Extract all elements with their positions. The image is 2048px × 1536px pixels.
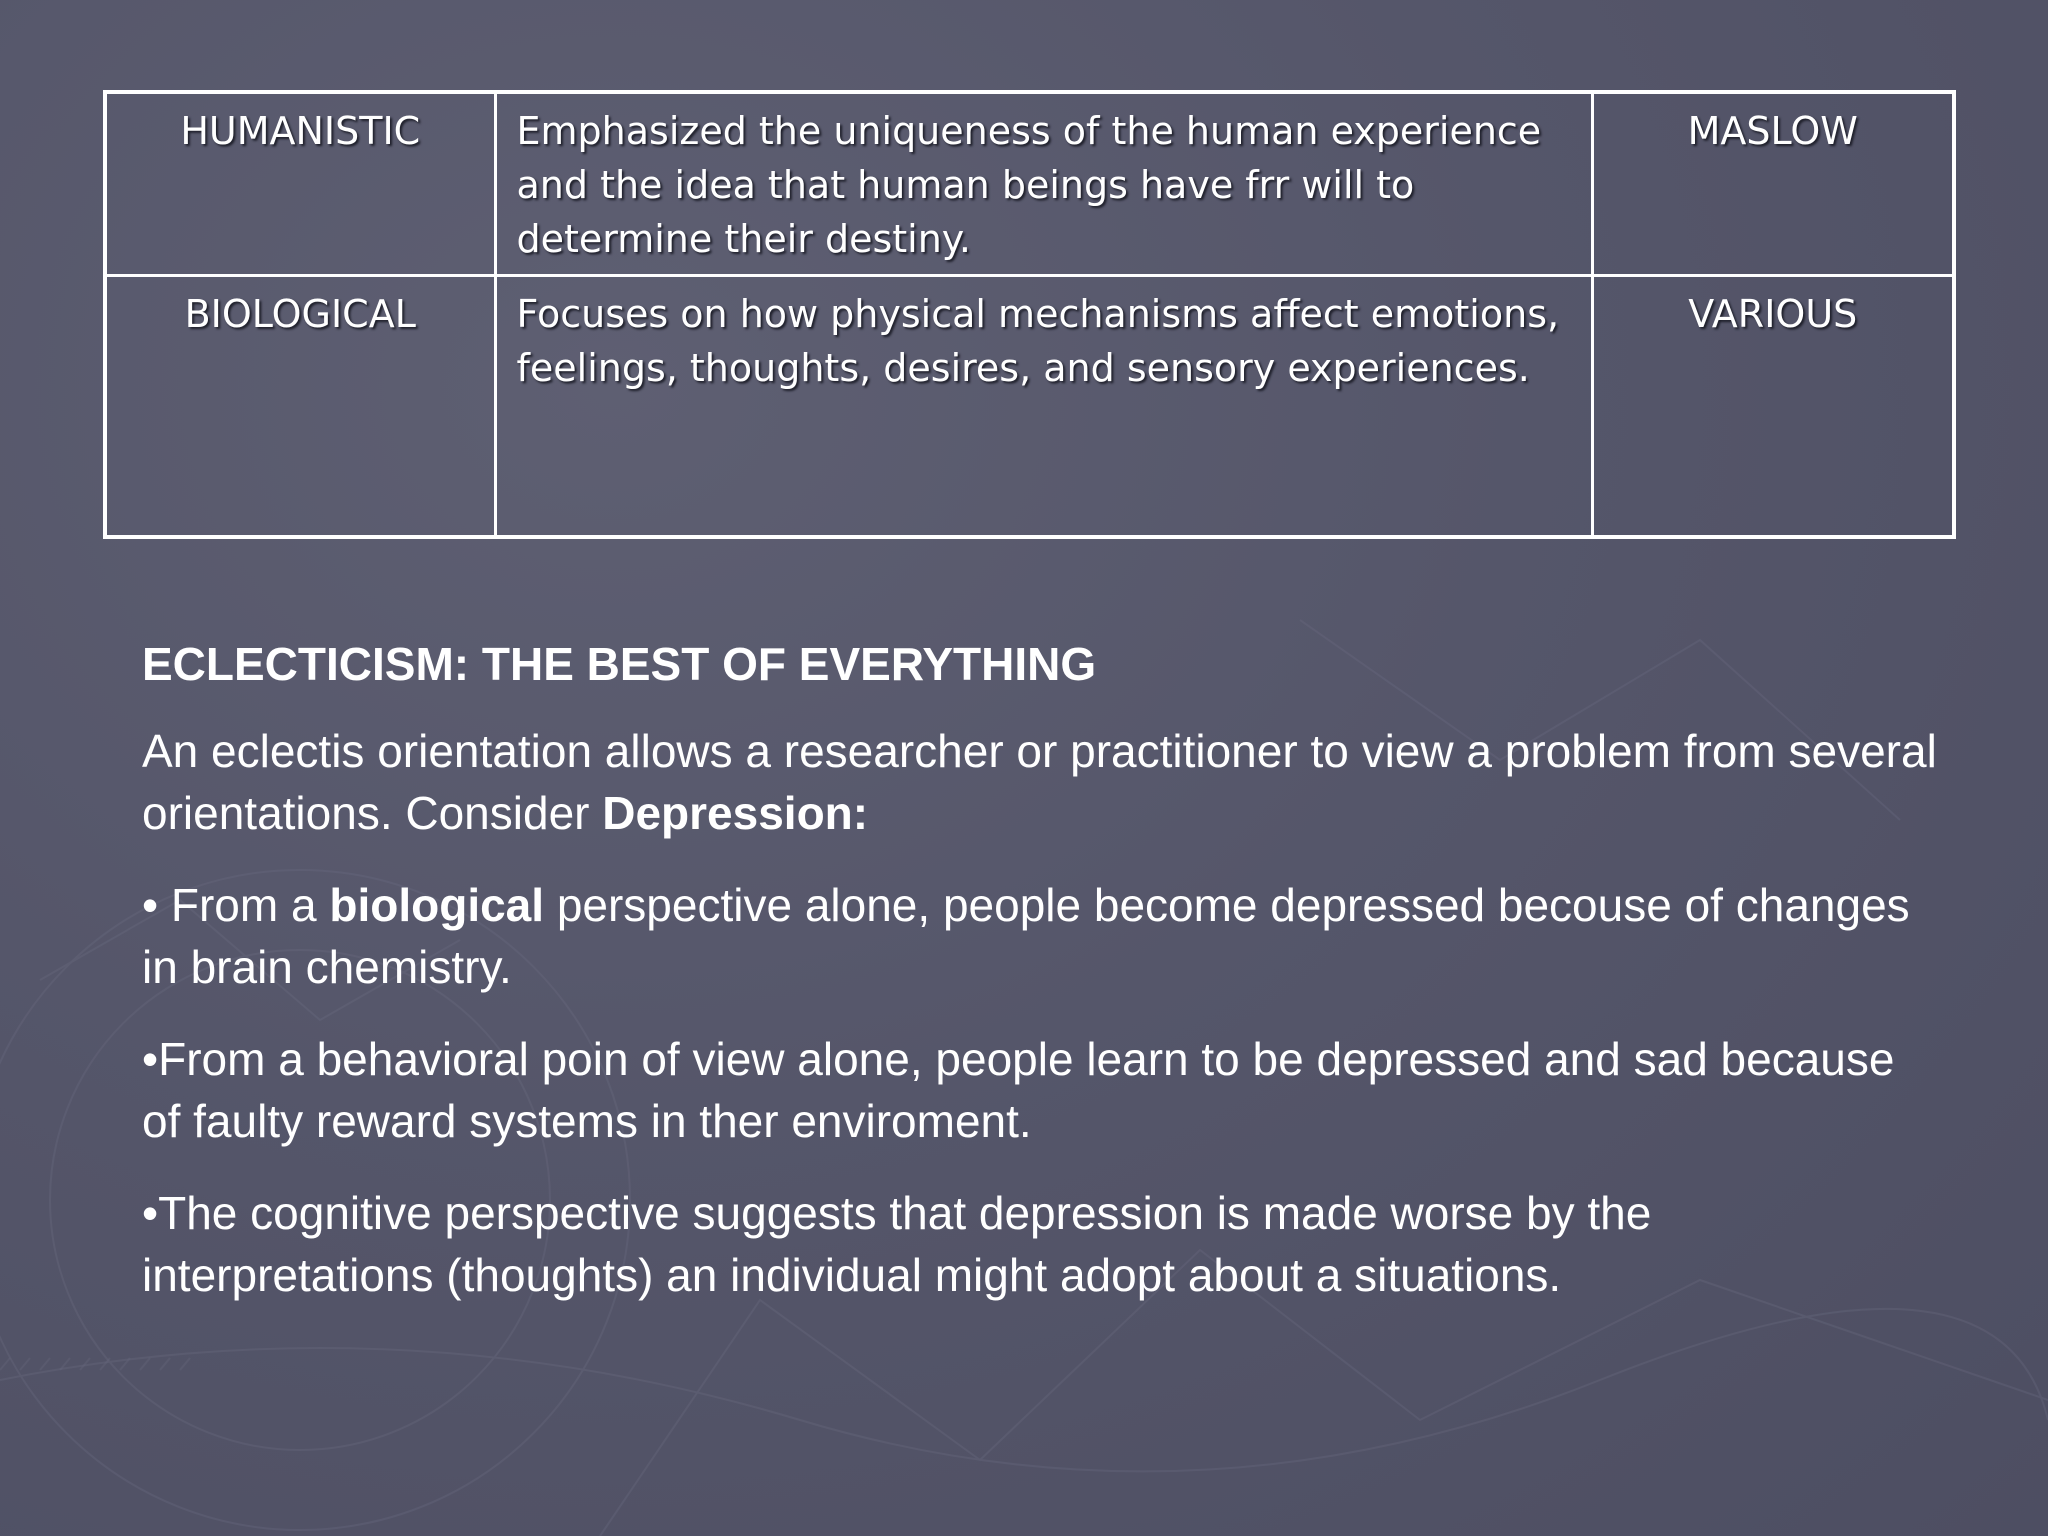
section-heading: ECLECTICISM: THE BEST OF EVERYTHING [142,638,1097,690]
intro-bold-term: Depression: [602,787,869,839]
bullet-prefix: • From a [142,879,330,931]
table-row [105,92,1954,275]
bullet-biological [142,874,1942,998]
table-row [105,275,1954,537]
intro-text: An eclectis orientation allows a researcher or practitioner to view a problem from several orientations. Consider [142,725,1937,839]
bullet-behavioral: •From a behavioral poin of view alone, people learn to be depressed and sad because of faulty reward systems in ther enviroment. [142,1033,1895,1147]
bullet-cognitive: •The cognitive perspective suggests that depression is made worse by the interpretations (thoughts) an individual might adopt about a situations. [142,1187,1652,1301]
bullet-text: perspective alone, people become depressed becouse of changes in brain chemistry. [142,879,1910,993]
orientation-proponent-cell: MASLOW [1592,92,1954,275]
orientations-table [103,90,1956,539]
intro-paragraph [142,720,1942,844]
orientation-description-cell: Emphasized the uniqueness of the human experience and the idea that human beings have frr will to determine their destiny. [495,92,1592,275]
orientation-description-cell: Focuses on how physical mechanisms affect emotions, feelings, thoughts, desires, and sensory experiences. [495,275,1592,537]
orientation-name-cell: BIOLOGICAL [105,275,495,537]
bullet-bold-term: biological [329,879,545,931]
orientation-proponent-cell: VARIOUS [1592,275,1954,537]
orientation-name-cell: HUMANISTIC [105,92,495,275]
eclecticism-section [142,632,1942,1336]
